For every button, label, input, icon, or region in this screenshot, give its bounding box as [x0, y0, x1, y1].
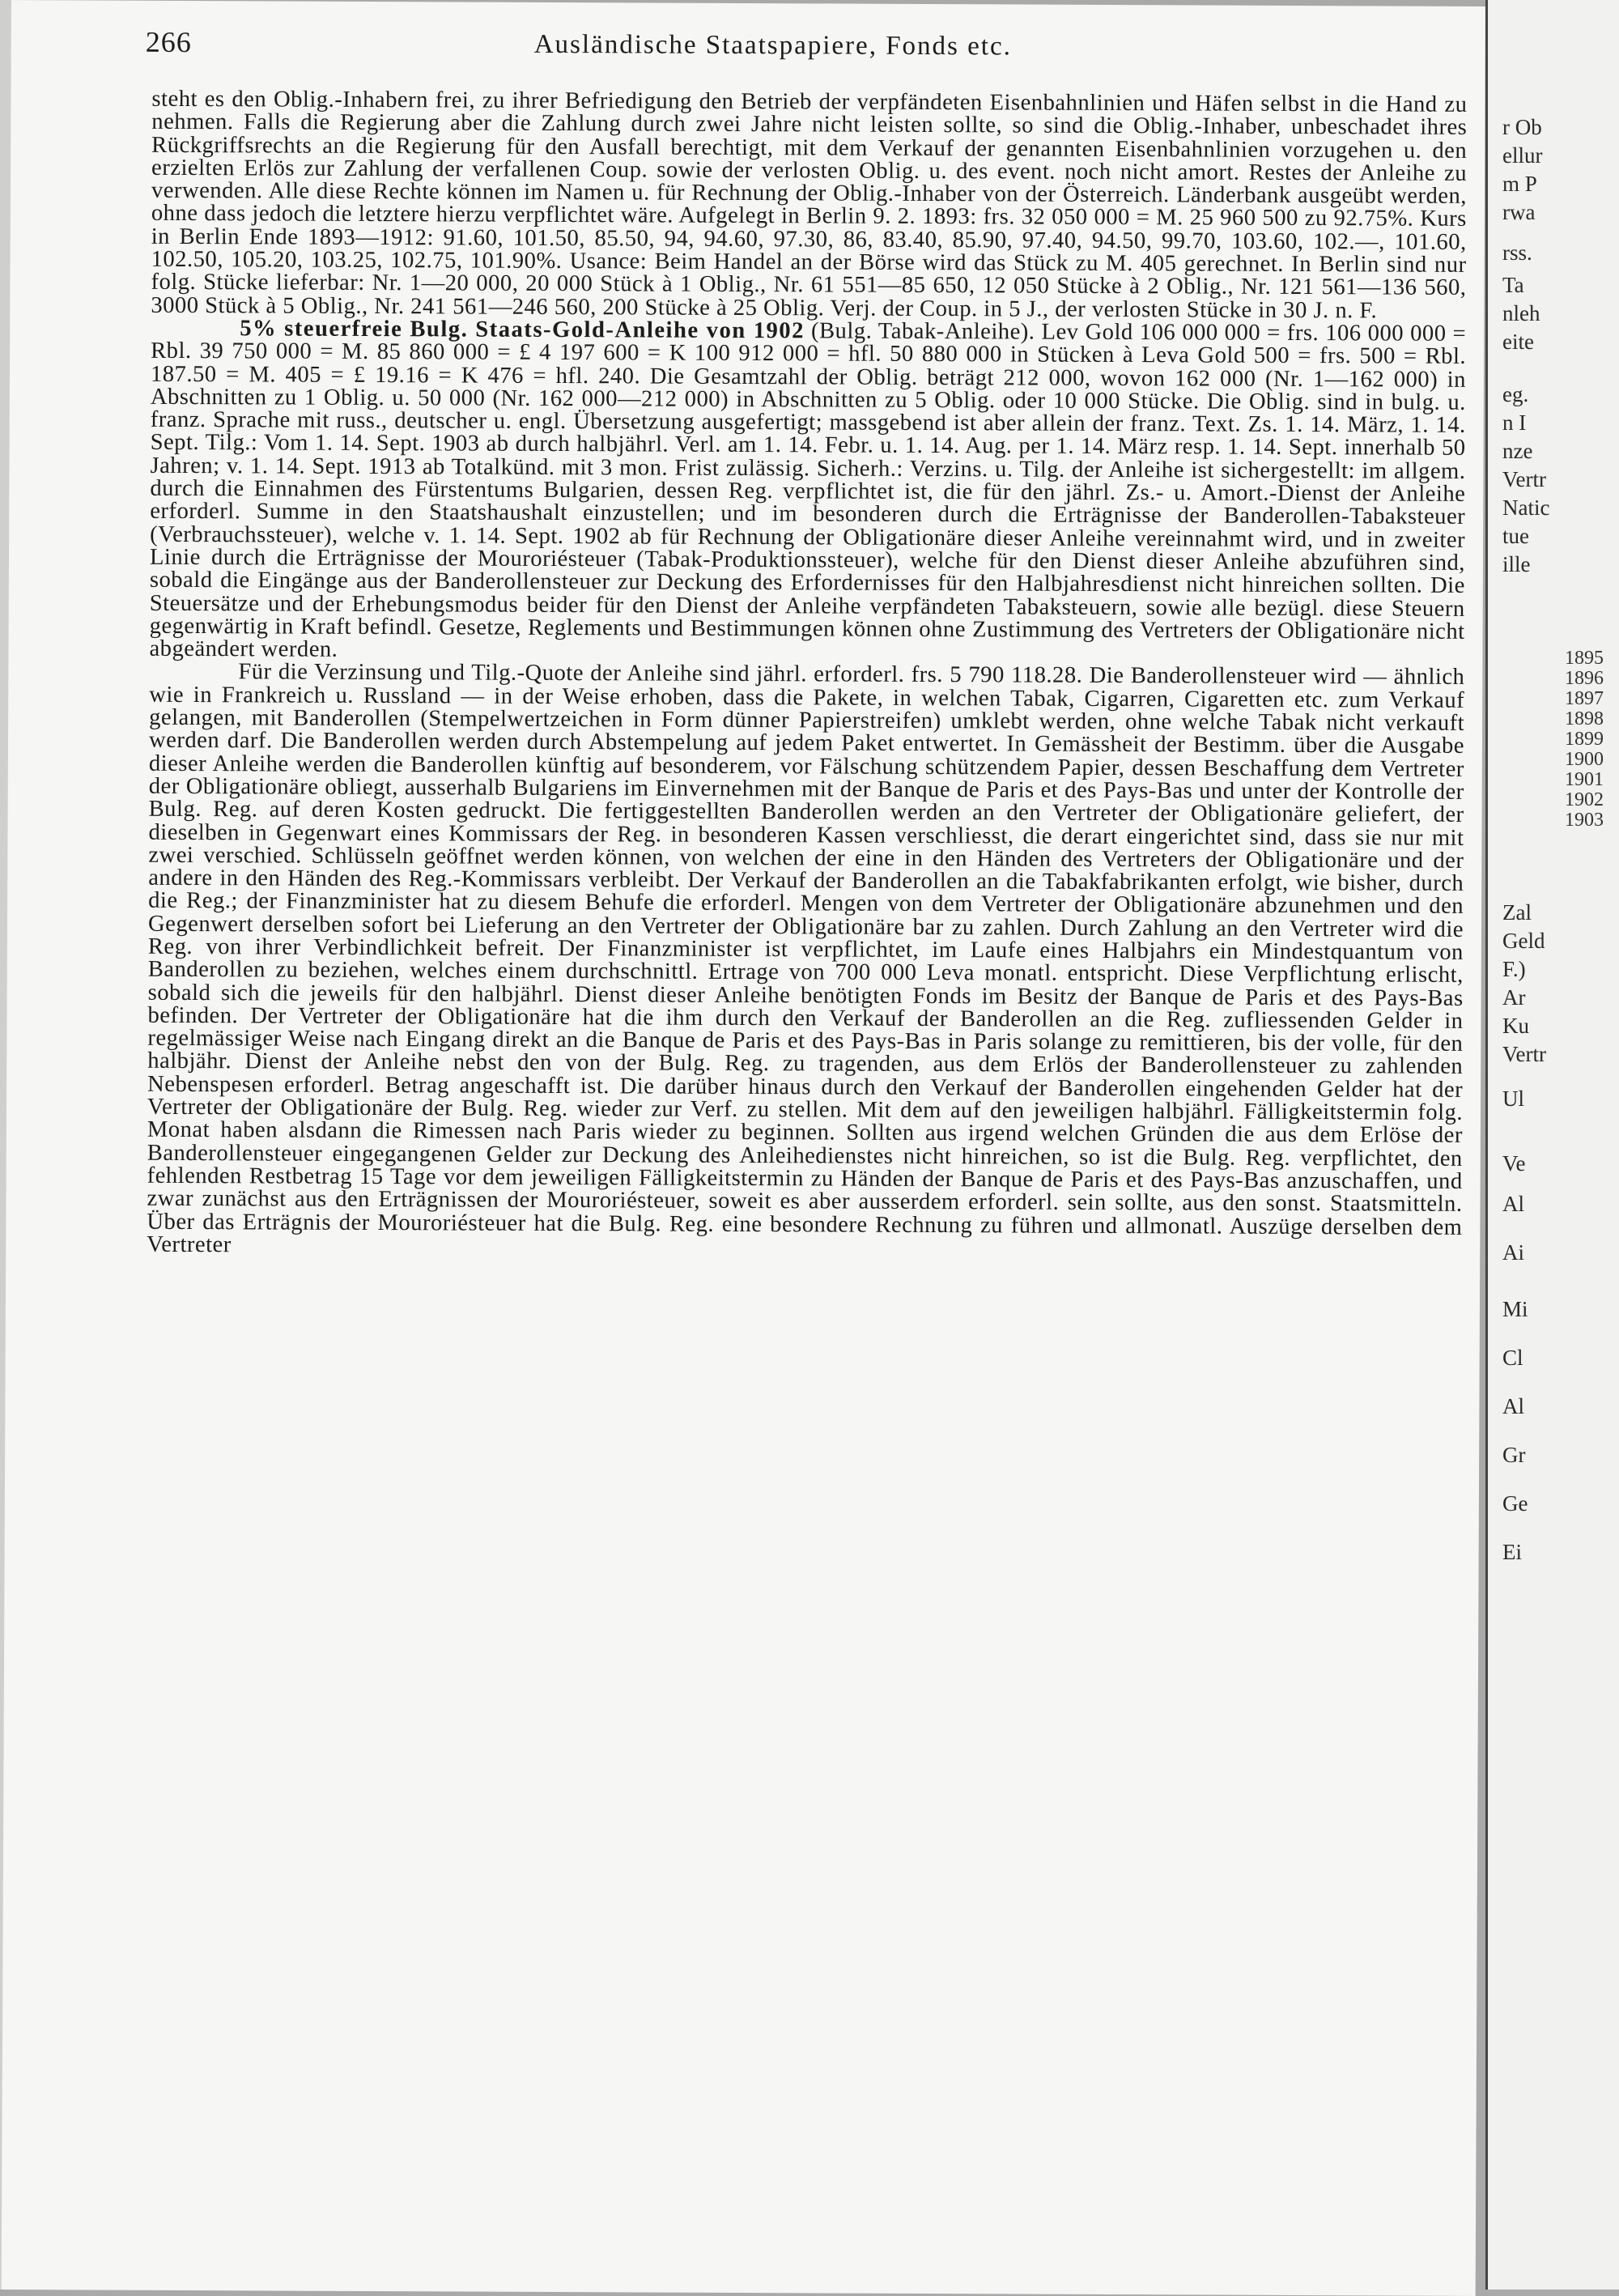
adjacent-page-fragment: rss.: [1502, 240, 1532, 265]
adjacent-page-fragment: ille: [1502, 552, 1531, 576]
adjacent-page-fragment: Zal: [1502, 900, 1532, 925]
loan-description: (Bulg. Tabak-Anleihe). Lev Gold 106 000 000 = frs. 106 000 000 = Rbl. 39 750 000 = M. 85 860 000 = £ 4 197 600 = K 100 912 000 = hfl. 50 880 000 in Stücken à Leva Gold 500 = frs. 500 = Rbl. 187.50 = M. 405 = £ 19.16 = K 476 = hfl. 240. Die Gesamtzahl der Oblig. beträgt 212 000, wovon 162 000 (Nr. 1—162 000) in Abschnitten zu 1 Oblig. u. 50 000 (Nr. 162 000—212 000) in Abschnitten zu 5 Oblig. oder 10 000 Stücke. Die Oblig. sind in bulg. u. franz. Sprache mit russ., deutscher u. engl. Übersetzung ausgefertigt; massgebend ist aber allein der franz. Text. Zs. 1. 14. März, 1. 14. Sept. Tilg.: Vom 1. 14. Sept. 1903 ab durch halbjährl. Verl. am 1. 14. Febr. u. 1. 14. Aug. per 1. 14. März resp. 1. 14. Sept. innerhalb 50 Jahren; v. 1. 14. Sept. 1913 ab Totalkünd. mit 3 mon. Frist zulässig. Sicherh.: Verzins. u. Tilg. der Anleihe ist sichergestellt: im allgem. durch die Einnahmen des Fürstentums Bulgarien, dessen Reg. verpflichtet ist, die für den jährl. Zs.- u. Amort.-Dienst der Anleihe erforderl. Summe in den Staatshaushalt einzustellen; und im besonderen durch die Erträgnisse der Banderollen-Tabaksteuer (Verbrauchssteuer), welche v. 1. 14. Sept. 1902 ab für Rechnung der Obligationäre dieser Anleihe vereinnahmt wird, und in zweiter Linie durch die Erträgnisse der Mouroriésteuer (Tabak-Produktionssteuer), welche für den Dienst dieser Anleihe abzuführen sind, sobald die Eingänge aus der Banderollensteuer zur Deckung des Erfordernisses für den Halbjahresdienst nicht hinreichen sollten. Die Steuersätze und der Erhebungsmodus beider für den Dienst der Anleihe verpfändeten Tabaksteuern, sowie alle bezügl. diese Steuern gegenwärtig in Kraft befindl. Gesetze, Reglements und Bestimmungen können ohne Zustimmung des Vertreters der Obligationäre nicht abgeändert werden.: [149, 318, 1467, 662]
adjacent-page-fragment: Ai: [1502, 1240, 1524, 1265]
adjacent-page-year: 1900: [1565, 749, 1604, 770]
running-title: Ausländische Staatspapiere, Fonds etc.: [533, 29, 1012, 62]
adjacent-page-year: 1896: [1565, 668, 1604, 689]
adjacent-page-fragment: m P: [1502, 172, 1537, 196]
adjacent-page-strip: [1485, 0, 1619, 2290]
adjacent-page-fragment: nleh: [1502, 301, 1540, 325]
adjacent-page-fragment: Al: [1502, 1394, 1524, 1418]
adjacent-page-fragment: Vertr: [1502, 1042, 1546, 1066]
adjacent-page-fragment: Ve: [1502, 1151, 1526, 1176]
adjacent-page-fragment: Ge: [1502, 1491, 1528, 1516]
adjacent-page-fragment: Ta: [1502, 273, 1524, 297]
adjacent-page-fragment: nze: [1502, 439, 1533, 463]
loan-heading: 5% steuerfreie Bulg. Staats-Gold-Anleihe von 1902: [240, 316, 805, 344]
adjacent-page-year: 1901: [1565, 769, 1604, 790]
page-number: 266: [145, 25, 192, 59]
adjacent-page-fragment: Ku: [1502, 1014, 1529, 1038]
adjacent-page-fragment: ellur: [1502, 143, 1543, 168]
adjacent-page-fragment: Cl: [1502, 1346, 1523, 1370]
adjacent-page-fragment: eite: [1502, 330, 1534, 354]
body-text: [147, 88, 1467, 1262]
adjacent-page-fragment: Natic: [1502, 495, 1550, 520]
adjacent-page-fragment: eg.: [1502, 382, 1529, 406]
adjacent-page-year: 1903: [1565, 810, 1604, 831]
adjacent-page-year: 1899: [1565, 729, 1604, 750]
adjacent-page-fragment: Al: [1502, 1192, 1524, 1216]
adjacent-page-fragment: Ul: [1502, 1086, 1524, 1111]
page-edge-shadow: [0, 0, 11, 2290]
adjacent-page-year: 1897: [1565, 688, 1604, 709]
adjacent-page-fragment: F.): [1502, 957, 1526, 981]
paragraph-tobacco-loan: [149, 317, 1466, 667]
adjacent-page-fragment: Ei: [1502, 1540, 1522, 1564]
adjacent-page-year: 1898: [1565, 708, 1604, 729]
adjacent-page-year: 1895: [1565, 648, 1604, 669]
adjacent-page-fragment: Mi: [1502, 1297, 1528, 1321]
adjacent-page-fragment: tue: [1502, 524, 1529, 548]
adjacent-page-fragment: n I: [1502, 410, 1527, 435]
adjacent-page-fragment: Ar: [1502, 985, 1526, 1010]
adjacent-page-fragment: Vertr: [1502, 467, 1546, 491]
adjacent-page-fragment: Gr: [1502, 1443, 1526, 1467]
adjacent-page-year: 1902: [1565, 789, 1604, 810]
paragraph-railway-loan-continued: steht es den Oblig.-Inhabern frei, zu ihrer Befriedigung den Betrieb der verpfändeten Eisenbahnlinien und Häfen selbst in die Hand zu nehmen. Falls die Regierung aber die Zahlung durch zwei Jahre nicht leisten sollte, so sind die Oblig.-Inhaber, unbeschadet ihres Rückgriffsrechts an die Regierung für den Ausfall berechtigt, mit dem Verkauf der genannten Eisenbahnlinien vorzugehen u. den erzielten Erlös zur Zahlung der verfallenen Coup. sowie der verlosten Oblig. u. des event. noch nicht amort. Restes der Anleihe zu verwenden. Alle diese Rechte können im Namen u. für Rechnung der Oblig.-Inhaber von der Österreich. Länderbank ausgeübt werden, ohne dass jedoch die letztere hierzu verpflichtet wäre. Aufgelegt in Berlin 9. 2. 1893: frs. 32 050 000 = M. 25 960 500 zu 92.75%. Kurs in Berlin Ende 1893—1912: 91.60, 101.50, 85.50, 94, 94.60, 97.30, 86, 83.40, 85.90, 97.40, 94.50, 99.70, 103.60, 102.—, 101.60, 102.50, 105.20, 103.25, 102.75, 101.90%. Usance: Beim Handel an der Börse wird das Stück zu M. 405 gerechnet. In Berlin sind nur folg. Stücke lieferbar: Nr. 1—20 000, 20 000 Stück à 1 Oblig., Nr. 61 551—85 650, 12 050 Stücke à 2 Oblig., Nr. 121 561—136 560, 3000 Stück à 5 Oblig., Nr. 241 561—246 560, 200 Stücke à 25 Oblig. Verj. der Coup. in 5 J., der verlosten Stücke in 30 J. n. F.: [151, 86, 1468, 324]
adjacent-page-fragment: rwa: [1502, 200, 1536, 224]
paragraph-banderole-tax: Für die Verzinsung und Tilg.-Quote der Anleihe sind jährl. erforderl. frs. 5 790 118.28. Die Banderollensteuer wird — ähnlich wie in Frankreich u. Russland — in der Weise erhoben, dass die Pakete, in welchen Tabak, Cigarren, Cigaretten etc. zum Verkauf gelangen, mit Banderollen (Stempelwertzeichen in Form dünner Papierstreifen) umklebt werden, ohne welche Tabak nicht verkauft werden darf. Die Banderollen werden durch Abstempelung auf jedem Paket entwertet. In Gemässheit der Bestimm. über die Ausgabe dieser Anleihe werden die Banderollen künftig auf besonderem, vor Fälschung schützendem Papier, dessen Beschaffung dem Vertreter der Obligationäre obliegt, ausserhalb Bulgariens im Einvernehmen mit der Banque de Paris et des Pays-Bas und unter der Kontrolle der Bulg. Reg. auf deren Kosten gedruckt. Die fertiggestellten Banderollen werden an den Vertreter der Obligationäre geliefert, der dieselben in Gegenwart eines Kommissars der Reg. in besonderen Kassen verschliesst, die derart eingerichtet sind, dass sie nur mit zwei verschied. Schlüsseln geöffnet werden können, von welchen der eine in den Händen des Vertreters der Obligationäre und der andere in den Händen des Reg.-Kommissars verbleibt. Der Verkauf der Banderollen an die Tabakfabrikanten erfolgt, wie bisher, durch die Reg.; der Finanzminister hat zu diesem Behufe die erforderl. Mengen von dem Vertreter der Obligationäre abzunehmen und den Gegenwert derselben sofort bei Lieferung an den Vertreter der Obligationäre bar zu zahlen. Durch Zahlung an den Vertreter wird die Reg. von ihrer Verbindlichkeit befreit. Der Finanzminister ist verpflichtet, im Laufe eines Halbjahrs ein Mindestquantum von Banderollen zu beziehen, welches einem durchschnittl. Ertrage von 700 000 Leva monatl. entspricht. Diese Verpflichtung erlischt, sobald sich die jeweils für den halbjährl. Dienst dieser Anleihe benötigten Fonds im Besitz der Banque de Paris et des Pays-Bas befinden. Der Vertreter der Obligationäre hat die ihm durch den Verkauf der Banderollen an die Reg. zufliessenden Gelder in regelmässiger Weise nach Eingang direkt an die Banque de Paris et des Pays-Bas in Paris solange zu remittieren, bis der volle, für den halbjähr. Dienst der Anleihe nebst den von der Bulg. Reg. zu tragenden, aus dem Erlös der Banderollensteuer zu zahlenden Nebenspesen erforderl. Betrag angeschafft ist. Die darüber hinaus durch den Verkauf der Banderollen eingehenden Gelder hat der Vertreter der Obligationäre der Bulg. Reg. wieder zur Verf. zu stellen. Mit dem auf den jeweiligen halbjährl. Fälligkeitstermin folg. Monat haben alsdann die Rimessen nach Paris wieder zu beginnen. Sollten aus irgend welchen Gründen die aus dem Erlöse der Banderollensteuer eingegangenen Gelder zur Deckung des Anleihedienstes nicht hinreichen, so ist die Bulg. Reg. verpflichtet, den fehlenden Restbetrag 15 Tage vor dem jeweiligen Fälligkeitstermin zu Händen der Banque de Paris et des Pays-Bas anzuschaffen, und zwar zunächst aus den Erträgnissen der Mouroriésteuer, soweit es aber ausserdem erforderl. sein sollte, aus den sonst. Staatsmitteln. Über das Erträgnis der Mouroriésteuer hat die Bulg. Reg. eine besondere Rechnung zu führen und allmonatl. Auszüge derselben dem Vertreter: [147, 659, 1465, 1258]
adjacent-page-fragment: Geld: [1502, 929, 1545, 953]
adjacent-page-fragment: r Ob: [1502, 115, 1542, 139]
page-header: [146, 25, 1473, 71]
